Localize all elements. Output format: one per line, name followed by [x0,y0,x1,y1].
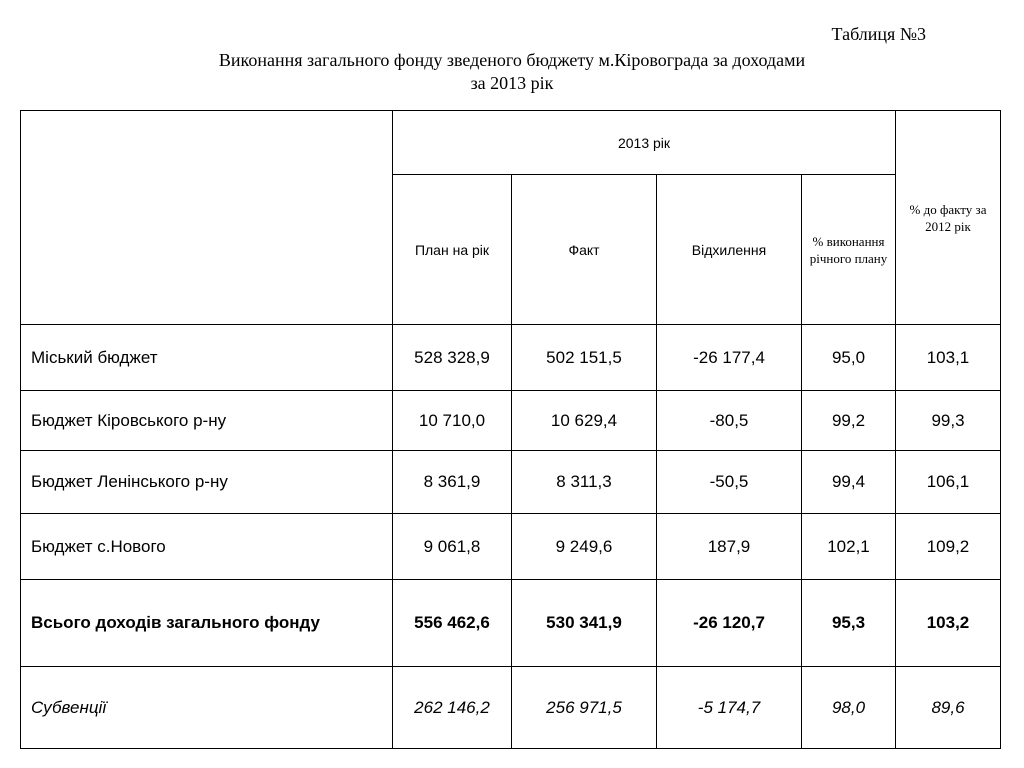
cell-percent-2012: 99,3 [896,391,1001,451]
cell-percent-plan: 95,0 [802,325,896,391]
row-label: Бюджет с.Нового [21,514,393,580]
cell-deviation: -50,5 [657,451,802,514]
cell-plan: 556 462,6 [393,580,512,667]
budget-table [20,110,1001,749]
header-year: 2013 рік [393,111,896,175]
row-label: Бюджет Кіровського р-ну [21,391,393,451]
header-plan: План на рік [393,175,512,325]
cell-percent-plan: 102,1 [802,514,896,580]
cell-plan: 8 361,9 [393,451,512,514]
cell-deviation: -26 120,7 [657,580,802,667]
cell-percent-plan: 95,3 [802,580,896,667]
cell-fact: 256 971,5 [512,667,657,749]
table-number: Таблиця №3 [831,24,926,44]
cell-fact: 9 249,6 [512,514,657,580]
page-title: Виконання загального фонду зведеного бюджету м.Кіровограда за доходами [218,50,806,70]
row-label: Бюджет Ленінського р-ну [21,451,393,514]
header-percent-plan: % виконання річного плану [802,175,896,325]
cell-deviation: -26 177,4 [657,325,802,391]
cell-plan: 262 146,2 [393,667,512,749]
cell-plan: 10 710,0 [393,391,512,451]
table-row-total [21,580,1001,667]
row-label: Субвенції [21,667,393,749]
table-row [21,514,1001,580]
cell-fact: 530 341,9 [512,580,657,667]
row-label: Міський бюджет [21,325,393,391]
cell-deviation: 187,9 [657,514,802,580]
cell-plan: 9 061,8 [393,514,512,580]
cell-percent-2012: 89,6 [896,667,1001,749]
cell-percent-2012: 103,1 [896,325,1001,391]
header-fact: Факт [512,175,657,325]
header-deviation: Відхилення [657,175,802,325]
row-label: Всього доходів загального фонду [21,580,393,667]
cell-deviation: -80,5 [657,391,802,451]
cell-deviation: -5 174,7 [657,667,802,749]
cell-fact: 8 311,3 [512,451,657,514]
cell-plan: 528 328,9 [393,325,512,391]
header-row-year [21,111,1001,175]
table-row [21,451,1001,514]
header-percent-2012: % до факту за 2012 рік [896,111,1001,325]
cell-percent-2012: 106,1 [896,451,1001,514]
cell-percent-plan: 99,4 [802,451,896,514]
cell-fact: 10 629,4 [512,391,657,451]
cell-percent-plan: 99,2 [802,391,896,451]
cell-percent-2012: 109,2 [896,514,1001,580]
cell-percent-plan: 98,0 [802,667,896,749]
header-empty-cell [21,111,393,325]
cell-percent-2012: 103,2 [896,580,1001,667]
table-row [21,391,1001,451]
page-subtitle: за 2013 рік [470,73,554,93]
cell-fact: 502 151,5 [512,325,657,391]
table-row-subventions [21,667,1001,749]
table-row [21,325,1001,391]
